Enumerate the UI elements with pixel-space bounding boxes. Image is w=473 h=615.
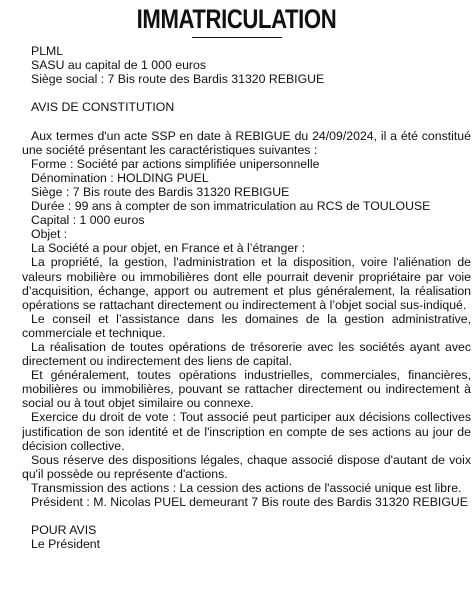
- body-line: opérations se rattachant directement ou indirectement à l’objet social sus-indiqué.: [22, 297, 467, 312]
- body-line: décision collective.: [22, 438, 125, 453]
- company-name: PLML: [31, 44, 64, 58]
- body-line: Et généralement, toutes opérations industrielles, commerciales, financières,: [31, 368, 471, 383]
- body-line: Exercice du droit de vote : Tout associé peut participer aux décisions collectives: [31, 410, 471, 425]
- body-line: valeurs mobilière ou immobilières dont elle pourrait devenir propriétaire par voie: [22, 269, 471, 284]
- spacer: [31, 86, 473, 100]
- body-line: Forme : Société par actions simplifiée unipersonnelle: [31, 156, 320, 171]
- body-line: La réalisation de toutes opérations de trésorerie avec les sociétés ayant avec: [31, 339, 471, 354]
- closing-pour-avis: POUR AVIS: [31, 523, 97, 538]
- constitution-text: [22, 128, 473, 510]
- body-line: Durée : 99 ans à compter de son immatriculation au RCS de TOULOUSE: [31, 199, 431, 214]
- body-line: Objet :: [31, 227, 68, 242]
- body-line: commerciale et technique.: [22, 325, 166, 340]
- body-line: justification de son identité et de l'inscription en compte de ses actions au jour de: [22, 424, 471, 439]
- body-line: Capital : 1 000 euros: [31, 213, 145, 228]
- body-line: La propriété, la gestion, l'administration et la disposition, voire l'aliénation de: [31, 255, 471, 270]
- body-line: directement ou indirectement des liens de capital.: [22, 354, 292, 369]
- company-capital: SASU au capital de 1 000 euros: [31, 58, 207, 73]
- notice-title: IMMATRICULATION: [136, 4, 337, 34]
- spacer: [31, 114, 473, 128]
- body-line: qu'il possède ou représente d'actions.: [22, 466, 228, 481]
- body-line: Sous réserve des dispositions légales, chaque associé dispose d'autant de voix: [31, 452, 471, 467]
- body-line: La Société a pour objet, en France et à l’étranger :: [31, 241, 306, 256]
- body-line: social ou à tout objet similaire ou connexe.: [22, 396, 254, 411]
- spacer: [31, 509, 473, 523]
- body-line: Le conseil et l’assistance dans les domaines de la gestion administrative,: [31, 311, 471, 326]
- body-line: Président : M. Nicolas PUEL demeurant 7 Bis route des Bardis 31320 REBIGUE: [31, 495, 468, 509]
- closing-signatory: Le Président: [31, 537, 101, 552]
- body-line: une société présentant les caractéristiques suivantes :: [22, 142, 318, 157]
- company-address: Siège social : 7 Bis route des Bardis 31320 REBIGUE: [31, 72, 325, 87]
- title-underline: [192, 37, 282, 38]
- notice-type: AVIS DE CONSTITUTION: [31, 100, 175, 115]
- body-line: Dénomination : HOLDING PUEL: [31, 170, 209, 185]
- body-line: d’acquisition, échange, apport ou autrement et plus généralement, la réalisation: [22, 283, 471, 298]
- body-line: mobilières ou immobilières, pouvant se rattacher directement ou indirectement à: [22, 382, 471, 397]
- notice-body: [22, 44, 473, 552]
- body-line: Siège : 7 Bis route des Bardis 31320 REBIGUE: [31, 184, 290, 199]
- body-line: Aux termes d'un acte SSP en date à REBIGUE du 24/09/2024, il a été constitué: [31, 128, 471, 143]
- body-line: Transmission des actions : La cession des actions de l'associé unique est libre.: [31, 480, 462, 495]
